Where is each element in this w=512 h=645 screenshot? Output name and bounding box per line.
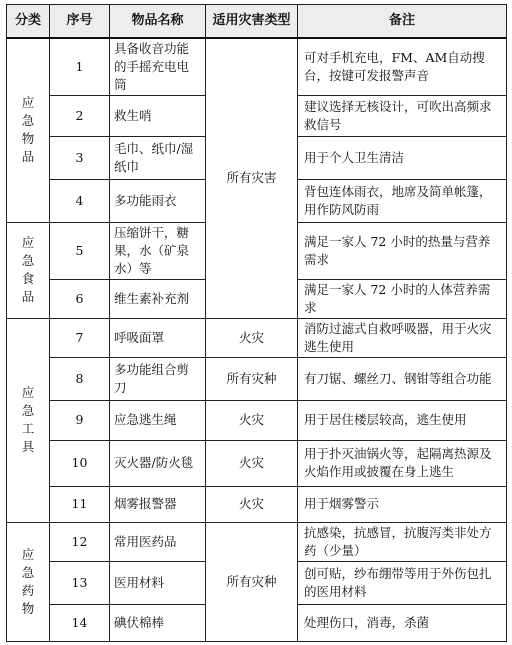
disaster-type-cell: 火灾 [206,440,298,486]
row-number: 3 [50,136,110,179]
header-number: 序号 [50,5,110,38]
item-note: 用于个人卫生清洁 [298,136,507,179]
item-name: 应急逃生绳 [110,400,206,440]
item-name: 碘伏棉棒 [110,604,206,641]
row-number: 1 [50,38,110,96]
header-note: 备注 [298,5,507,38]
item-name: 压缩饼干，糖果，水（矿泉水）等 [110,222,206,279]
table-row [7,400,507,440]
item-name: 具备收音功能的手摇充电电筒 [110,38,206,96]
item-note: 消防过滤式自救呼吸器，用于火灾逃生使用 [298,318,507,357]
item-note: 抗感染，抗感冒，抗腹泻类非处方药（少量） [298,522,507,561]
item-note: 满足一家人 72 小时的人体营养需求 [298,279,507,318]
item-name: 毛巾、纸巾/湿纸巾 [110,136,206,179]
item-note: 满足一家人 72 小时的热量与营养需求 [298,222,507,279]
item-name: 维生素补充剂 [110,279,206,318]
item-note: 有刀锯、螺丝刀、钢钳等组合功能 [298,357,507,400]
disaster-type-cell: 火灾 [206,486,298,522]
disaster-type-cell: 火灾 [206,400,298,440]
row-number: 14 [50,604,110,641]
table-row [7,440,507,486]
item-note: 可对手机充电，FM、AM自动搜台，按键可发报警声音 [298,38,507,96]
item-name: 多功能雨衣 [110,179,206,222]
row-number: 8 [50,357,110,400]
item-note: 处理伤口，消毒，杀菌 [298,604,507,641]
row-number: 11 [50,486,110,522]
item-name: 烟雾报警器 [110,486,206,522]
row-number: 12 [50,522,110,561]
item-name: 呼吸面罩 [110,318,206,357]
item-note: 用于烟雾警示 [298,486,507,522]
item-name: 医用材料 [110,561,206,604]
table-row [7,38,507,96]
disaster-type-cell: 火灾 [206,318,298,357]
header-item-name: 物品名称 [110,5,206,38]
item-name: 灭火器/防火毯 [110,440,206,486]
category-cell-tools: 应急工具 [7,318,50,522]
disaster-type-cell: 所有灾种 [206,522,298,641]
item-name: 常用医药品 [110,522,206,561]
item-note: 用于扑灭油锅火等，起隔离热源及火焰作用或披覆在身上逃生 [298,440,507,486]
emergency-supplies-table [6,4,507,642]
row-number: 9 [50,400,110,440]
table-row [7,318,507,357]
item-name: 多功能组合剪刀 [110,357,206,400]
table-row [7,486,507,522]
category-cell-goods: 应急物品 [7,38,50,223]
header-row [7,5,507,38]
row-number: 6 [50,279,110,318]
row-number: 5 [50,222,110,279]
table-row [7,357,507,400]
header-category: 分类 [7,5,50,38]
row-number: 10 [50,440,110,486]
row-number: 7 [50,318,110,357]
row-number: 2 [50,95,110,136]
table-row [7,522,507,561]
item-name: 救生哨 [110,95,206,136]
disaster-type-cell: 所有灾种 [206,357,298,400]
row-number: 13 [50,561,110,604]
disaster-type-cell: 所有灾害 [206,38,298,319]
header-disaster-type: 适用灾害类型 [206,5,298,38]
item-note: 背包连体雨衣，地席及简单帐篷，用作防风防雨 [298,179,507,222]
category-cell-food: 应急食品 [7,222,50,318]
category-cell-medicine: 应急药物 [7,522,50,641]
item-note: 建议选择无核设计，可吹出高频求救信号 [298,95,507,136]
item-note: 用于居住楼层较高，逃生使用 [298,400,507,440]
row-number: 4 [50,179,110,222]
item-note: 创可贴，纱布绷带等用于外伤包扎的医用材料 [298,561,507,604]
